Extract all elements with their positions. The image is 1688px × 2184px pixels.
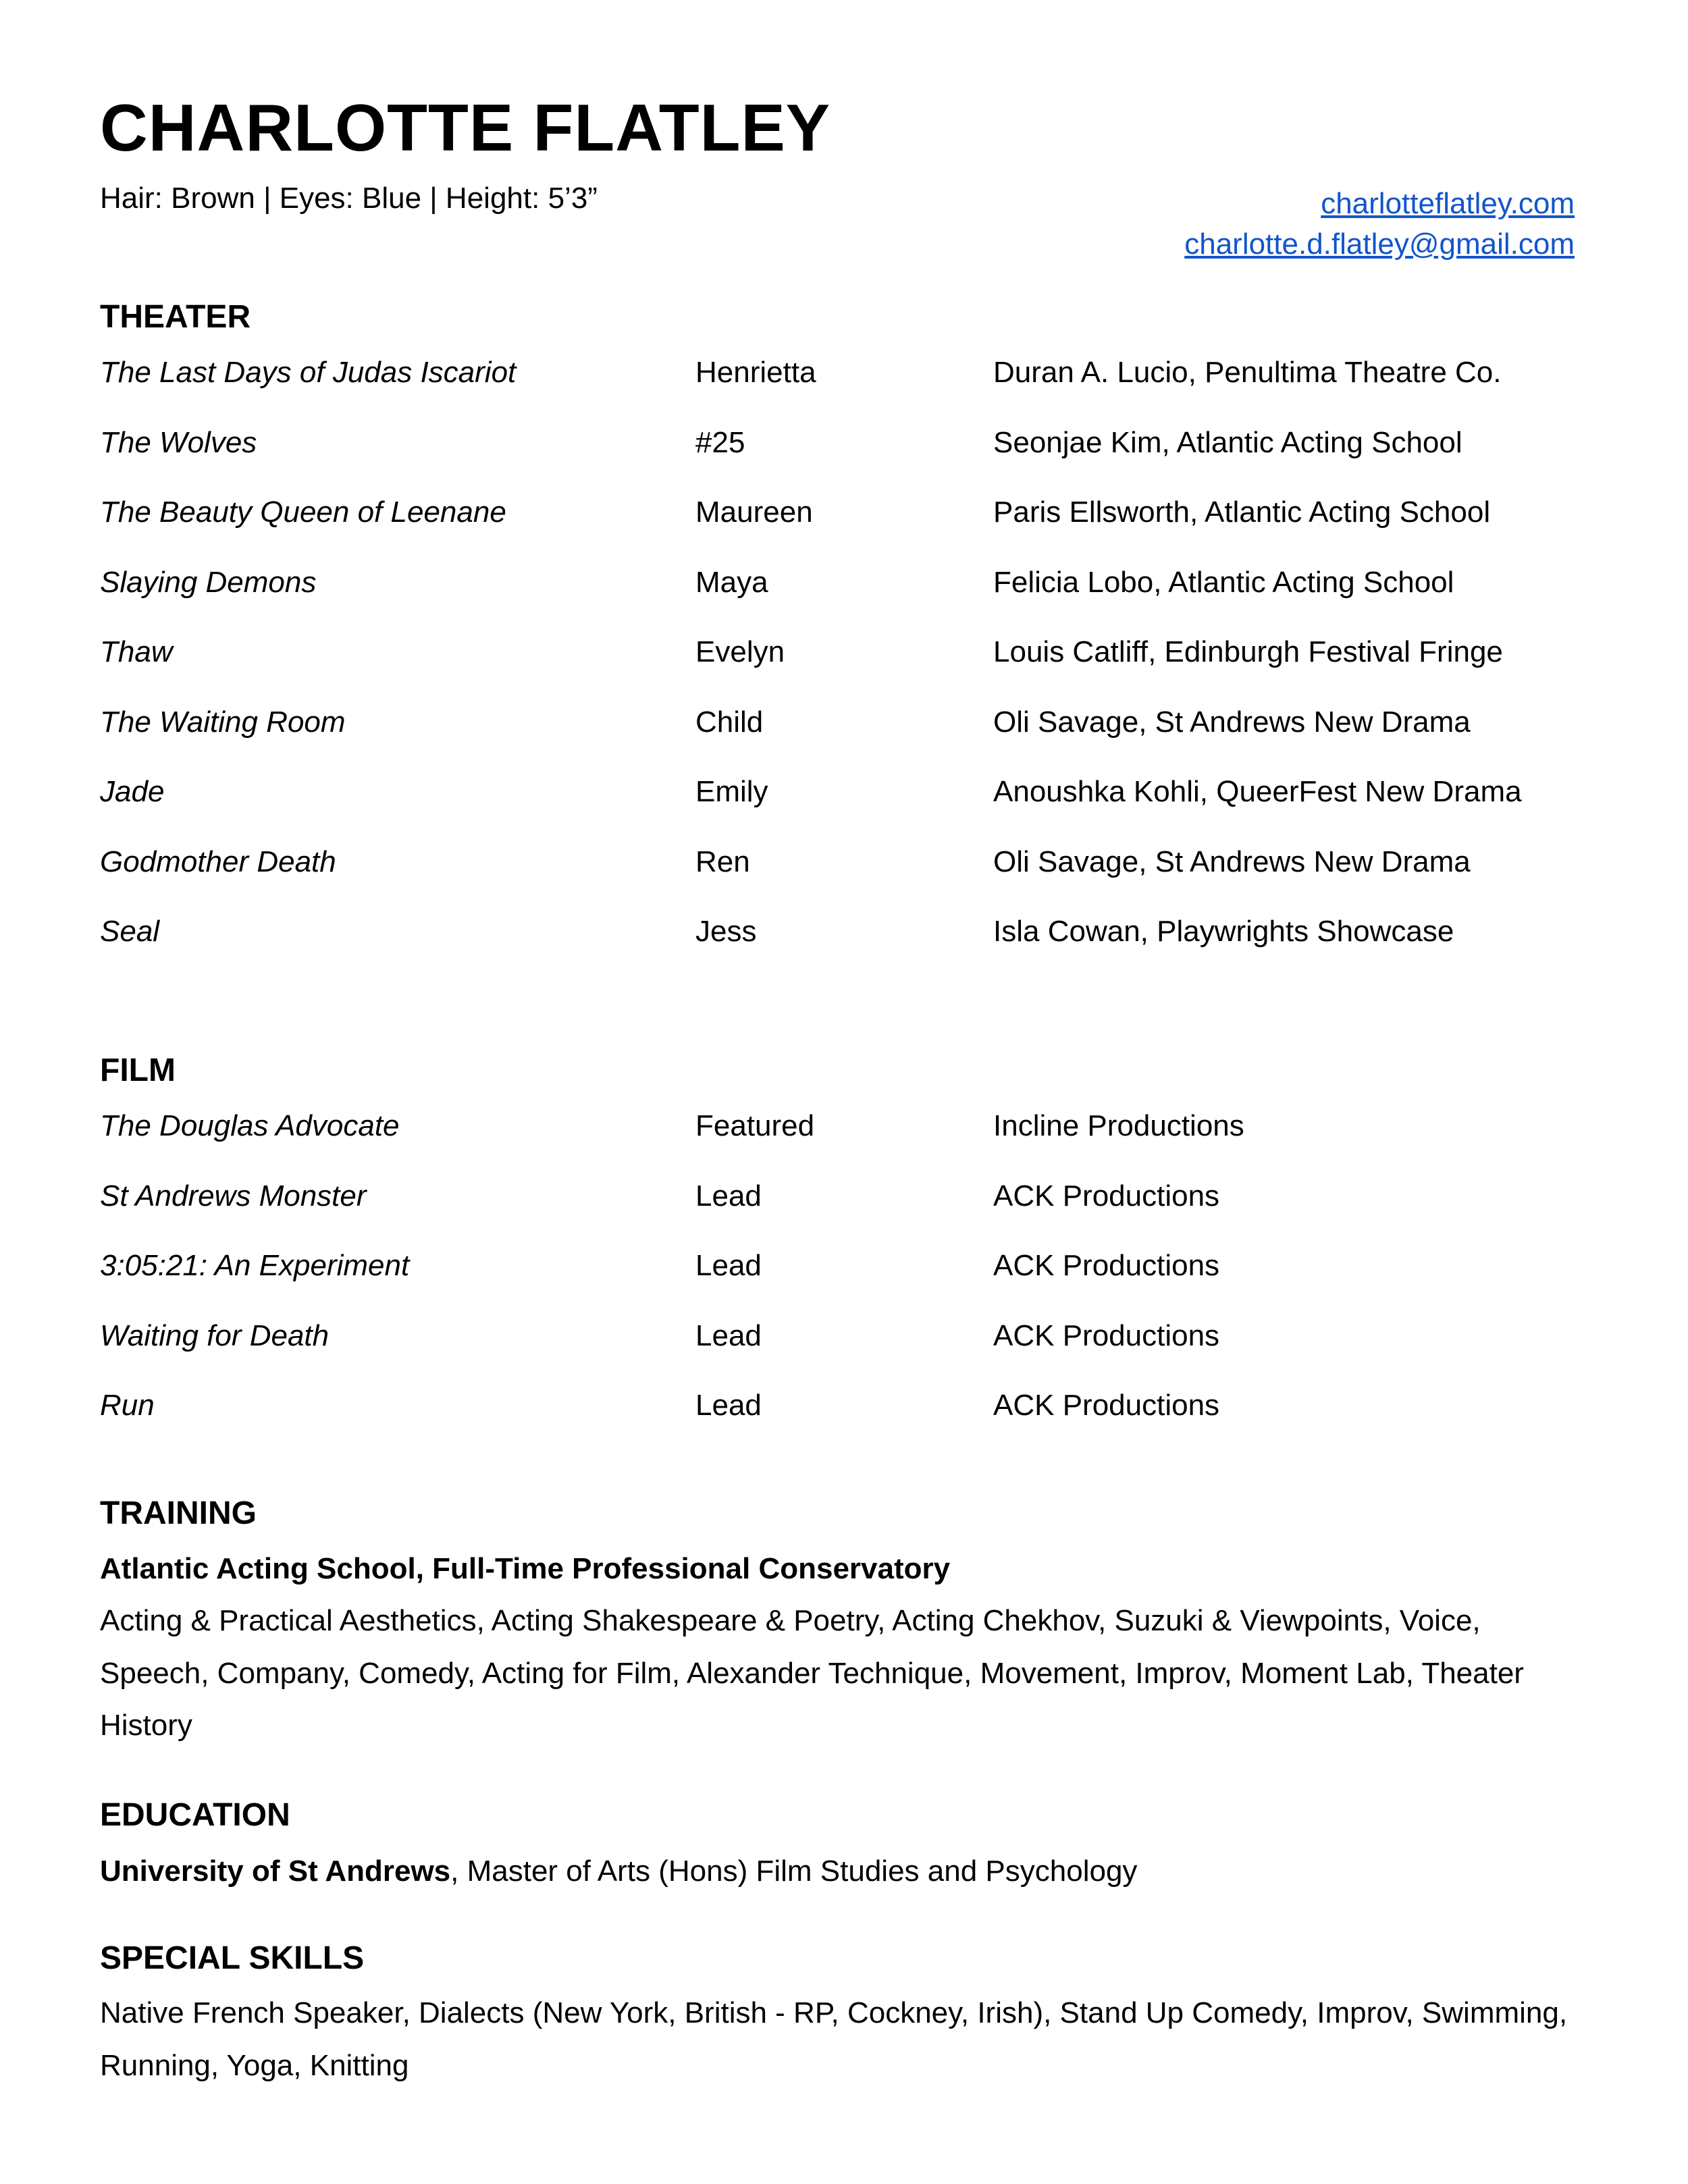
credit-company: Duran A. Lucio, Penultima Theatre Co. <box>993 356 1502 389</box>
credit-role: Lead <box>695 1249 762 1282</box>
credit-title: Godmother Death <box>100 845 336 878</box>
credit-title: The Wolves <box>100 425 257 459</box>
credit-company: Seonjae Kim, Atlantic Acting School <box>993 425 1462 459</box>
credit-role: Maya <box>695 565 768 599</box>
credit-row <box>100 914 1585 984</box>
training-heading: TRAINING <box>100 1495 257 1531</box>
credit-role: Lead <box>695 1319 762 1352</box>
credit-title: Waiting for Death <box>100 1319 329 1352</box>
credit-title: The Last Days of Judas Iscariot <box>100 356 517 389</box>
credit-company: ACK Productions <box>993 1389 1220 1422</box>
credit-title: Jade <box>100 775 165 808</box>
credit-row <box>100 1109 1585 1179</box>
training-school: Atlantic Acting School, Full-Time Professional Conservatory <box>100 1552 951 1585</box>
training-courses: Acting & Practical Aesthetics, Acting Shakespeare & Poetry, Acting Chekhov, Suzuki & Viewpoints, Voice, Speech, Company, Comedy, Acting for Film, Alexander Technique, Movement, Improv, Moment Lab, Theater History <box>100 1604 1524 1742</box>
credit-company: Felicia Lobo, Atlantic Acting School <box>993 565 1454 599</box>
credit-row <box>100 635 1585 705</box>
physical-stats: Hair: Brown | Eyes: Blue | Height: 5’3” <box>100 182 598 215</box>
education-heading: EDUCATION <box>100 1797 290 1833</box>
credit-role: Henrietta <box>695 356 816 389</box>
credit-row <box>100 565 1585 635</box>
credit-role: Evelyn <box>695 635 785 668</box>
credit-row <box>100 1319 1585 1389</box>
special-skills-heading: SPECIAL SKILLS <box>100 1940 365 1976</box>
website-link[interactable]: charlotteflatley.com <box>1321 187 1575 220</box>
credit-title: Slaying Demons <box>100 565 317 599</box>
contact-links <box>1184 184 1575 265</box>
credit-company: ACK Productions <box>993 1179 1220 1213</box>
credit-title: 3:05:21: An Experiment <box>100 1249 410 1282</box>
credit-role: Jess <box>695 915 757 948</box>
credit-title: The Douglas Advocate <box>100 1109 400 1142</box>
credit-title: The Beauty Queen of Leenane <box>100 496 506 529</box>
credit-role: Child <box>695 705 764 739</box>
special-skills-text: Native French Speaker, Dialects (New York, British - RP, Cockney, Irish), Stand Up Comedy, Improv, Swimming, Running, Yoga, Knitting <box>100 1996 1568 2082</box>
degree-text: , Master of Arts (Hons) Film Studies and Psychology <box>450 1855 1138 1888</box>
credit-row <box>100 1179 1585 1249</box>
credit-title: Thaw <box>100 635 173 668</box>
credit-title: St Andrews Monster <box>100 1179 367 1213</box>
email-link[interactable]: charlotte.d.flatley@gmail.com <box>1184 228 1575 261</box>
theater-heading: THEATER <box>100 299 251 335</box>
credit-company: Paris Ellsworth, Atlantic Acting School <box>993 496 1491 529</box>
credit-role: Maureen <box>695 496 813 529</box>
credit-company: Isla Cowan, Playwrights Showcase <box>993 915 1454 948</box>
credit-row <box>100 705 1585 775</box>
film-credits <box>100 1109 1585 1458</box>
credit-company: Oli Savage, St Andrews New Drama <box>993 845 1471 878</box>
credit-company: ACK Productions <box>993 1249 1220 1282</box>
credit-company: Louis Catliff, Edinburgh Festival Fringe <box>993 635 1503 668</box>
credit-company: Anoushka Kohli, QueerFest New Drama <box>993 775 1522 808</box>
credit-role: Emily <box>695 775 768 808</box>
credit-role: #25 <box>695 425 745 459</box>
credit-company: Incline Productions <box>993 1109 1244 1142</box>
theater-credits <box>100 355 1585 984</box>
actor-name: CHARLOTTE FLATLEY <box>100 90 831 165</box>
education-entry <box>100 1857 1137 1886</box>
credit-role: Featured <box>695 1109 815 1142</box>
credit-row <box>100 1388 1585 1458</box>
credit-role: Ren <box>695 845 750 878</box>
credit-company: ACK Productions <box>993 1319 1220 1352</box>
credit-row <box>100 425 1585 496</box>
credit-title: The Waiting Room <box>100 705 346 739</box>
credit-title: Seal <box>100 915 160 948</box>
credit-row <box>100 774 1585 845</box>
credit-title: Run <box>100 1389 155 1422</box>
credit-row <box>100 495 1585 565</box>
credit-role: Lead <box>695 1179 762 1213</box>
credit-row <box>100 1248 1585 1319</box>
credit-role: Lead <box>695 1389 762 1422</box>
credit-company: Oli Savage, St Andrews New Drama <box>993 705 1471 739</box>
film-heading: FILM <box>100 1053 176 1088</box>
credit-row <box>100 355 1585 425</box>
credit-row <box>100 845 1585 915</box>
university-name: University of St Andrews <box>100 1855 451 1888</box>
